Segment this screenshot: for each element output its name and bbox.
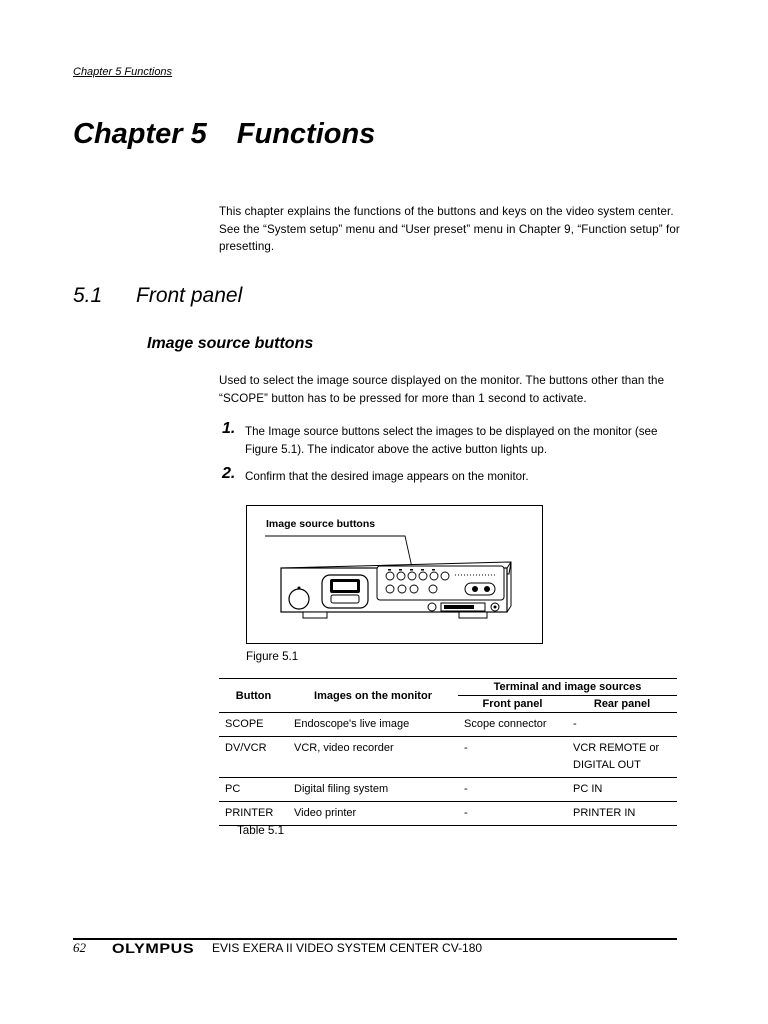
cell-rear: PC IN xyxy=(567,778,677,802)
section-title: Front panel xyxy=(136,284,243,307)
intro-paragraph: This chapter explains the functions of the buttons and keys on the video system center. See the “System setup” menu and “User preset” menu in Chapter 9, “Function setup” for presetting. xyxy=(219,205,680,253)
cell-rear: - xyxy=(567,713,677,737)
figure-caption: Figure 5.1 xyxy=(246,650,299,663)
header-terminal-group: Terminal and image sources xyxy=(458,679,677,696)
step-text: Confirm that the desired image appears on the monitor. xyxy=(245,470,529,483)
cell-front: - xyxy=(458,778,567,802)
usage-paragraph: Used to select the image source displayed on the monitor. The buttons other than the “SCOPE” button has to be pressed for more than 1 second to activate. xyxy=(219,374,665,405)
table-row xyxy=(219,737,677,778)
cell-front: Scope connector xyxy=(458,713,567,737)
cell-images: VCR, video recorder xyxy=(288,737,458,778)
chapter-title xyxy=(73,118,375,151)
header-front-panel: Front panel xyxy=(458,696,567,713)
section-number: 5.1 xyxy=(73,284,103,307)
video-system-center-illustration xyxy=(247,506,542,643)
step-number: 2. xyxy=(222,465,236,482)
cell-button: DV/VCR xyxy=(219,737,288,778)
running-head: Chapter 5 Functions xyxy=(73,66,173,78)
subsection-heading: Image source buttons xyxy=(147,335,314,352)
header-images: Images on the monitor xyxy=(288,679,458,713)
cell-button: SCOPE xyxy=(219,713,288,737)
figure-label: Image source buttons xyxy=(266,518,376,530)
cell-button: PC xyxy=(219,778,288,802)
table-row xyxy=(219,713,677,737)
header-button: Button xyxy=(219,679,288,713)
step-text: The Image source buttons select the images to be displayed on the monitor (see Figure 5.1). The indicator above the active button lights up. xyxy=(245,425,658,456)
table-caption: Table 5.1 xyxy=(237,824,285,837)
cell-front: - xyxy=(458,737,567,778)
chapter-name: Functions xyxy=(236,118,376,150)
product-name: EVIS EXERA II VIDEO SYSTEM CENTER CV-180 xyxy=(212,941,483,955)
page-number: 62 xyxy=(73,940,86,955)
olympus-logo: OLYMPUS xyxy=(112,940,195,956)
step-number: 1. xyxy=(222,420,236,437)
header-rear-panel: Rear panel xyxy=(567,696,677,713)
cell-rear: PRINTER IN xyxy=(567,802,677,826)
chapter-number: Chapter 5 xyxy=(73,118,207,150)
table-row xyxy=(219,778,677,802)
cell-rear: VCR REMOTE or DIGITAL OUT xyxy=(567,737,677,778)
cell-images: Endoscope's live image xyxy=(288,713,458,737)
step-2 xyxy=(222,465,692,486)
table-row xyxy=(219,802,677,826)
cell-images: Video printer xyxy=(288,802,458,826)
image-source-table xyxy=(219,678,677,826)
cell-button: PRINTER xyxy=(219,802,288,826)
cell-images: Digital filing system xyxy=(288,778,458,802)
step-1 xyxy=(222,420,692,459)
section-heading xyxy=(73,284,242,308)
cell-front: - xyxy=(458,802,567,826)
